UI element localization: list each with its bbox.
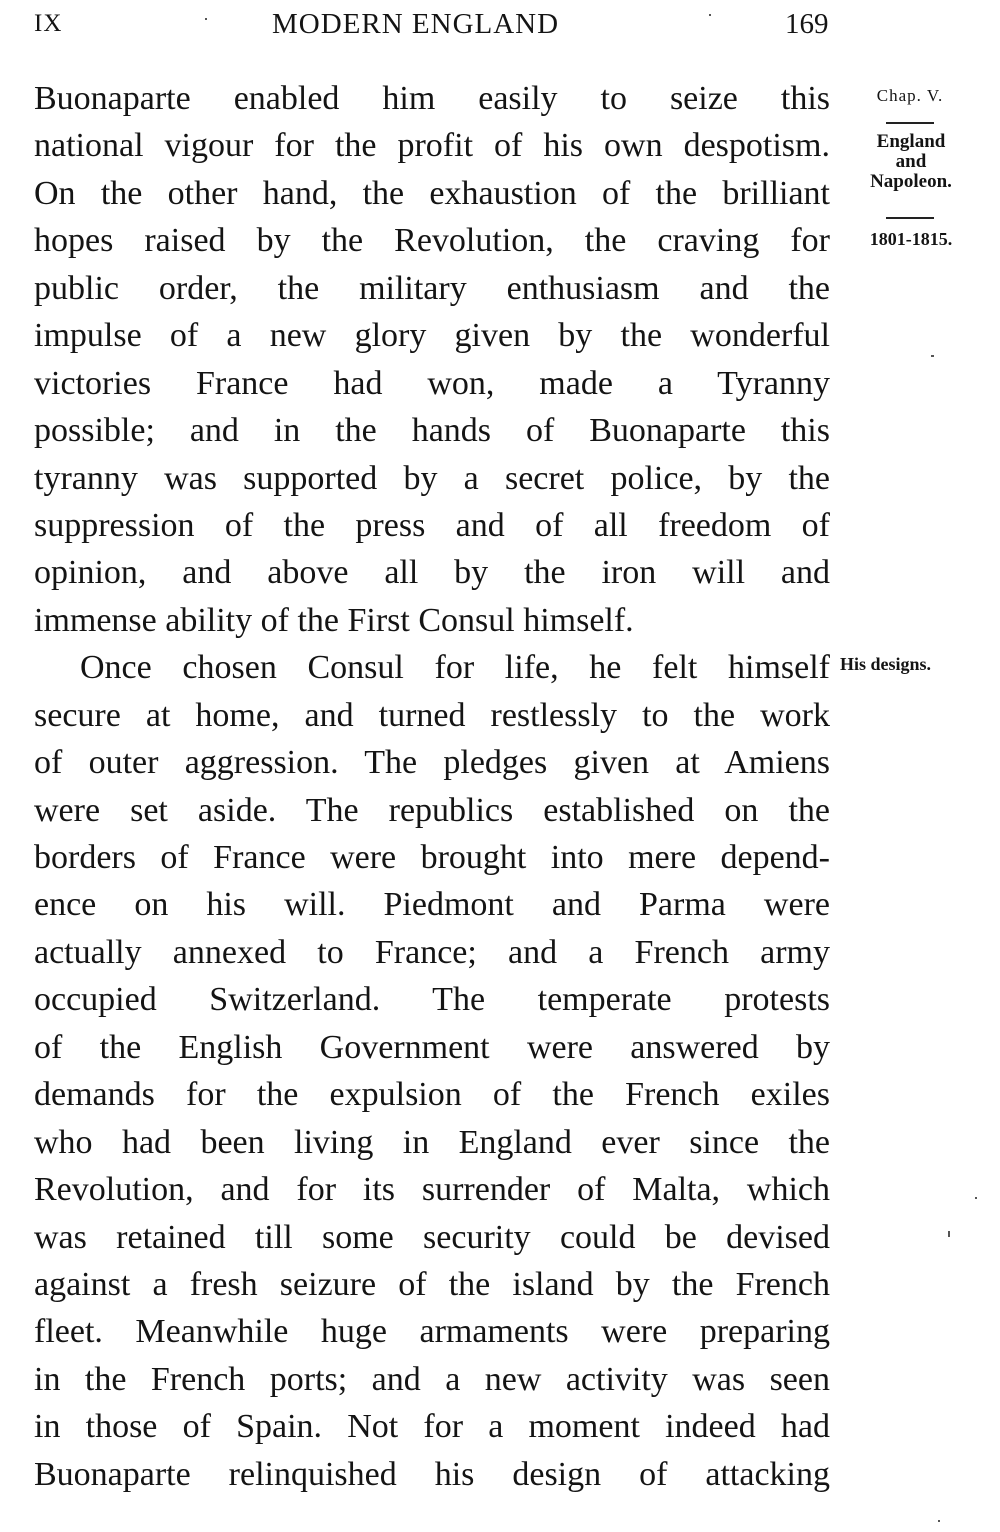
paper-speck <box>205 18 207 20</box>
paper-speck <box>975 1197 977 1199</box>
text-line: public order, the military enthusiasm and the <box>34 269 830 307</box>
header-page-number: 169 <box>785 8 829 40</box>
paper-speck <box>948 1231 950 1237</box>
paper-speck <box>709 14 711 16</box>
text-line: fleet. Meanwhile huge armaments were preparing <box>34 1313 830 1351</box>
text-line: actually annexed to France; and a French army <box>34 933 830 971</box>
text-line: possible; and in the hands of Buonaparte this <box>34 412 830 450</box>
margin-rule <box>886 217 934 219</box>
margin-note-topic-line: England <box>876 131 946 152</box>
paper-speck <box>938 1520 940 1522</box>
main-text-block <box>34 75 830 1498</box>
text-line: tyranny was supported by a secret police, by the <box>34 459 830 497</box>
header-title: MODERN ENGLAND <box>272 8 560 40</box>
text-line: Buonaparte enabled him easily to seize this <box>34 80 830 117</box>
margin-rule <box>886 122 934 124</box>
text-line: suppression of the press and of all freedom of <box>34 506 830 544</box>
text-line: was retained till some security could be devised <box>34 1218 830 1256</box>
text-line: borders of France were brought into mere depend- <box>34 839 830 876</box>
running-header <box>0 4 1000 44</box>
text-line: in the French ports; and a new activity was seen <box>34 1360 830 1398</box>
text-line: secure at home, and turned restlessly to the work <box>34 696 830 734</box>
paragraph-first-line: Once chosen Consul for life, he felt himself <box>80 649 830 687</box>
header-chapter-number: IX <box>34 10 63 37</box>
text-line: Buonaparte relinquished his design of attacking <box>34 1455 830 1493</box>
text-line: Revolution, and for its surrender of Malta, which <box>34 1171 830 1209</box>
text-line: of the English Government were answered by <box>34 1028 830 1066</box>
text-line: opinion, and above all by the iron will and <box>34 554 830 592</box>
text-line: of outer aggression. The pledges given at Amiens <box>34 744 830 782</box>
margin-note-topic <box>846 132 976 192</box>
margin-note-topic-line: and <box>895 151 927 172</box>
text-line: national vigour for the profit of his own despotism. <box>34 127 830 165</box>
margin-note-topic-line: Napoleon. <box>870 171 952 192</box>
text-line: in those of Spain. Not for a moment indeed had <box>34 1408 830 1446</box>
text-line: On the other hand, the exhaustion of the brilliant <box>34 174 830 212</box>
text-line: impulse of a new glory given by the wonderful <box>34 317 830 355</box>
margin-note-designs: His designs. <box>840 654 932 674</box>
text-line: hopes raised by the Revolution, the craving for <box>34 222 830 260</box>
text-line: occupied Switzerland. The temperate protests <box>34 981 830 1019</box>
text-line: immense ability of the First Consul himself. <box>34 601 634 639</box>
text-line: demands for the expulsion of the French exiles <box>34 1076 830 1114</box>
text-line: were set aside. The republics established on the <box>34 791 830 829</box>
text-line: ence on his will. Piedmont and Parma were <box>34 886 830 924</box>
text-line: against a fresh seizure of the island by the French <box>34 1265 830 1303</box>
text-line: who had been living in England ever since the <box>34 1123 830 1161</box>
text-line: victories France had won, made a Tyranny <box>34 364 830 402</box>
margin-note-dates: 1801-1815. <box>869 229 953 249</box>
paper-speck <box>931 355 934 357</box>
margin-note-chapter: Chap. V. <box>876 86 944 105</box>
